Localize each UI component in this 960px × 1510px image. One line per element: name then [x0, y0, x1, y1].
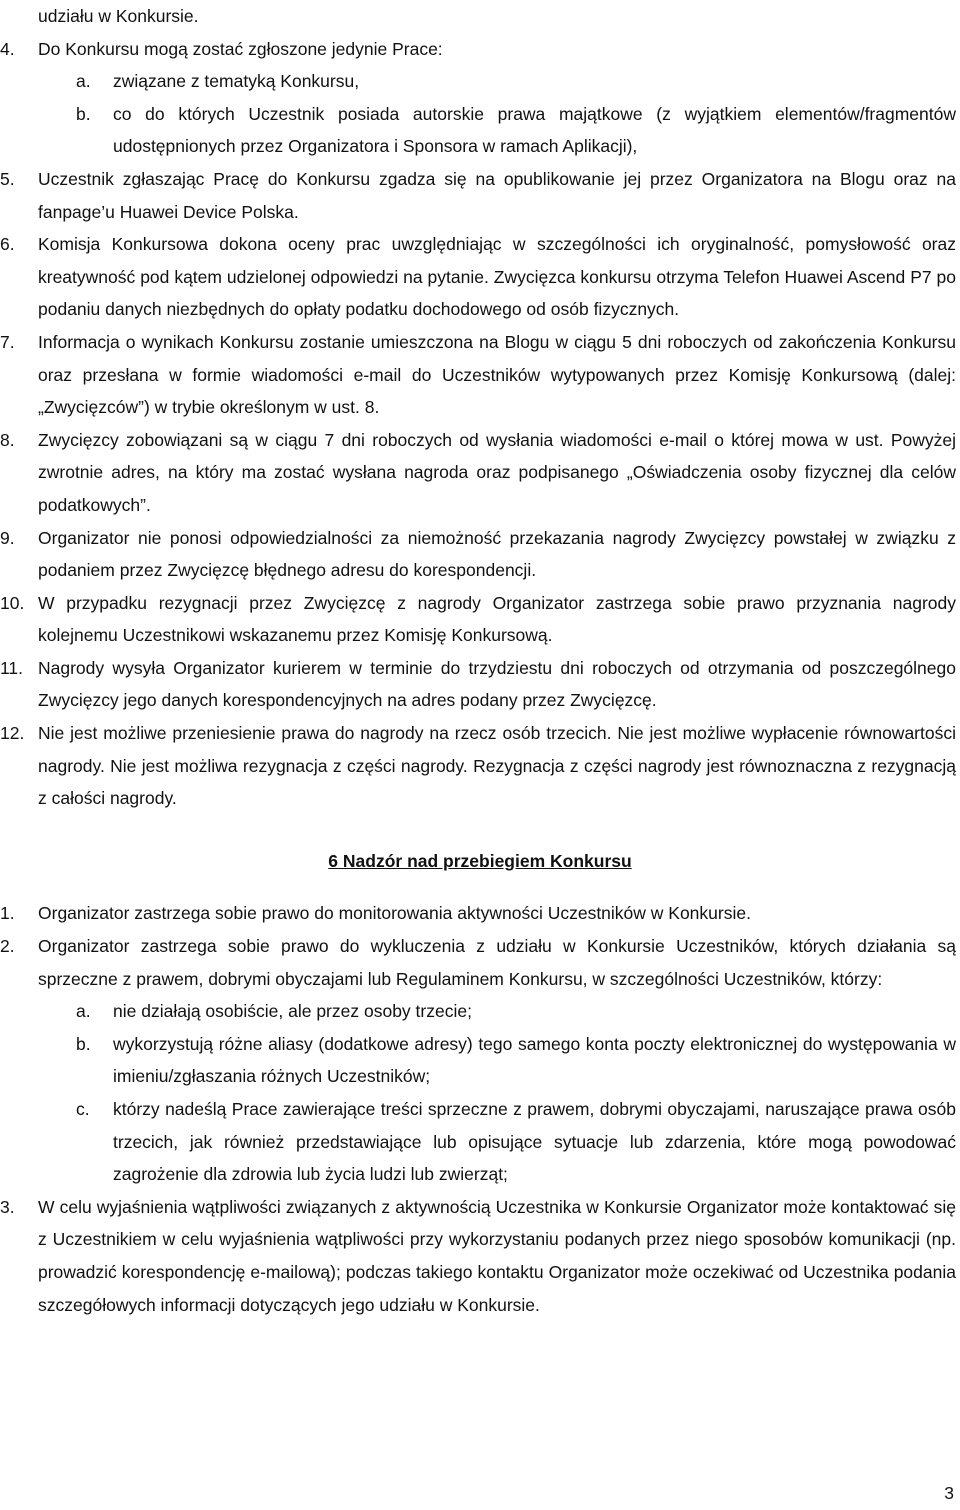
list-item: [0, 228, 956, 326]
page-number: 3: [944, 1483, 954, 1504]
sub-item-letter: b.: [76, 1033, 91, 1054]
item-text: Komisja Konkursowa dokona oceny prac uwzględniając w szczególności ich oryginalność, pomysłowość oraz kreatywność pod kątem udzielonej odpowiedzi na pytanie. Zwycięzca konkursu otrzyma Telefon Huawei Ascend P7 po podaniu danych niezbędnych do opłaty podatku dochodowego od osób fizycznych.: [38, 234, 956, 320]
sub-item-letter: a.: [76, 71, 91, 92]
list-item: [0, 522, 956, 587]
item-number: 10.: [0, 592, 25, 613]
list-item: [0, 424, 956, 522]
item-number: 12.: [0, 723, 25, 744]
list-item: [0, 652, 956, 717]
item-text: Do Konkursu mogą zostać zgłoszone jedynie Prace:: [38, 38, 443, 59]
section-heading: 6 Nadzór nad przebiegiem Konkursu: [328, 850, 632, 871]
sub-item-text: związane z tematyką Konkursu,: [113, 71, 360, 92]
sub-item-letter: a.: [76, 1001, 91, 1022]
continued-text: udziału w Konkursie.: [38, 6, 199, 26]
list-item: [0, 1191, 956, 1321]
list-item: [0, 717, 956, 815]
sub-item-text: nie działają osobiście, ale przez osoby trzecie;: [113, 1001, 472, 1022]
list-item: [0, 587, 956, 652]
item-number: 8.: [0, 429, 15, 450]
item-number: 2.: [0, 936, 15, 957]
sub-item: [0, 1028, 956, 1093]
item-text: Nie jest możliwe przeniesienie prawa do nagrody na rzecz osób trzecich. Nie jest możliwe wypłacenie równowartości nagrody. Nie jest możliwa rezygnacja z części nagrody. Rezygnacja z części nagrody jest równoznaczna z rezygnacją z całości nagrody.: [38, 723, 956, 809]
item-number: 5.: [0, 168, 15, 189]
list-item: [0, 33, 956, 66]
item-number: 1.: [0, 903, 15, 924]
list-item: [0, 163, 956, 228]
item-text: Organizator zastrzega sobie prawo do wykluczenia z udziału w Konkursie Uczestników, których działania są sprzeczne z prawem, dobrymi obyczajami lub Regulaminem Konkursu, w szczególności Uczestników, którzy:: [38, 936, 956, 989]
item-number: 7.: [0, 331, 15, 352]
list-item: [0, 326, 956, 424]
list-item: [0, 897, 956, 930]
item-text: Nagrody wysyła Organizator kurierem w terminie do trzydziestu dni roboczych od otrzymania od poszczególnego Zwycięzcy jego danych korespondencyjnych na adres podany przez Zwycięzcę.: [38, 657, 956, 711]
sub-item-letter: b.: [76, 103, 91, 124]
list-item: [0, 930, 956, 995]
item-text: W przypadku rezygnacji przez Zwycięzcę z nagrody Organizator zastrzega sobie prawo przyznania nagrody kolejnemu Uczestnikowi wskazanemu przez Komisję Konkursową.: [38, 592, 956, 646]
item-text: Uczestnik zgłaszając Pracę do Konkursu zgadza się na opublikowanie jej przez Organizatora na Blogu oraz na fanpage’u Huawei Device Polska.: [38, 168, 956, 222]
item-text: Organizator nie ponosi odpowiedzialności za niemożność przekazania nagrody Zwycięzcy powstałej w związku z podaniem przez Zwycięzcę błędnego adresu do korespondencji.: [38, 527, 956, 581]
item-text: Zwycięzcy zobowiązani są w ciągu 7 dni roboczych od wysłania wiadomości e-mail o której mowa w ust. Powyżej zwrotnie adres, na który ma zostać wysłana nagroda oraz podpisanego „Oświadczenia osoby fizycznej dla celów podatkowych”.: [38, 429, 956, 515]
item-number: 11.: [0, 657, 24, 678]
sub-item: [0, 1093, 956, 1191]
item-number: 4.: [0, 38, 15, 59]
item-text: Informacja o wynikach Konkursu zostanie umieszczona na Blogu w ciągu 5 dni roboczych od zakończenia Konkursu oraz przesłana w formie wiadomości e-mail do Uczestników wytypowanych przez Komisję Konkursową (dalej: „Zwycięzców”) w trybie określonym w ust. 8.: [38, 331, 956, 418]
sub-item-text: którzy nadeślą Prace zawierające treści sprzeczne z prawem, dobrymi obyczajami, naruszające prawa osób trzecich, jak również przedstawiające lub opisujące sytuacje lub zdarzenia, które mogą powodować zagrożenie dla zdrowia lub życia ludzi lub zwierząt;: [113, 1099, 956, 1185]
item-text: W celu wyjaśnienia wątpliwości związanych z aktywnością Uczestnika w Konkursie Organizator może kontaktować się z Uczestnikiem w celu wyjaśnienia wątpliwości przy wykorzystaniu podanych przez niego sposobów komunikacji (np. prowadzić korespondencję e-mailową); podczas takiego kontaktu Organizator może oczekiwać od Uczestnika podania szczegółowych informacji dotyczących jego udziału w Konkursie.: [38, 1196, 956, 1315]
sub-item: [0, 65, 956, 98]
item-text: Organizator zastrzega sobie prawo do monitorowania aktywności Uczestników w Konkursie.: [38, 903, 751, 924]
sub-item: [0, 98, 956, 163]
item-number: 9.: [0, 527, 15, 548]
sub-item-letter: c.: [76, 1099, 90, 1119]
item-number: 6.: [0, 234, 15, 255]
sub-item-text: wykorzystują różne aliasy (dodatkowe adresy) tego samego konta poczty elektronicznej do występowania w imieniu/zgłaszania różnych Uczestników;: [113, 1033, 956, 1087]
sub-item-text: co do których Uczestnik posiada autorskie prawa majątkowe (z wyjątkiem elementów/fragmentów udostępnionych przez Organizatora i Sponsora w ramach Aplikacji),: [113, 103, 956, 157]
item-number: 3.: [0, 1196, 15, 1217]
sub-item: [0, 995, 956, 1028]
